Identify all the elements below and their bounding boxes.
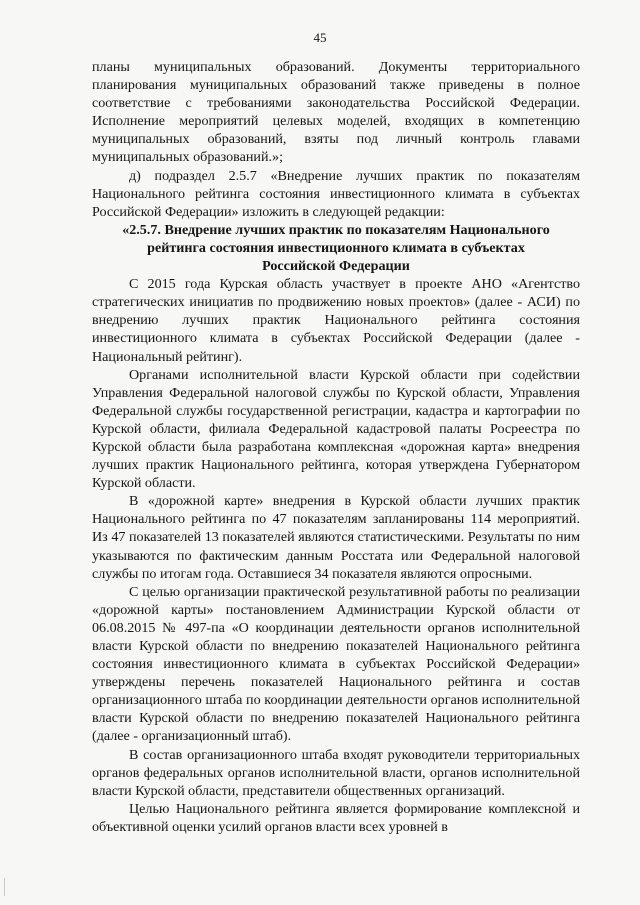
paragraph-staff-composition: В состав организационного штаба входят руководители территориальных органов федеральных органов исполнительной власти, органов исполнительной власти Курской области, представители общественных организаций. <box>92 746 580 799</box>
paragraph-continuation: планы муниципальных образований. Документы территориального планирования муниципальных образований также приведены в полное соответствие с требованиями законодательства Российской Федерации. Исполнение мероприятий целевых моделей, входящих в компетенцию муниципальных образований, взяты под личный контроль главами муниципальных образований.»; <box>92 59 580 166</box>
paragraph-rating-goal: Целью Национального рейтинга является формирование комплексной и объективной оценки усилий органов власти всех уровней в <box>92 800 580 835</box>
document-body <box>92 58 580 836</box>
section-heading-line-2: рейтинга состояния инвестиционного климата в субъектах <box>147 239 525 256</box>
section-heading-2-5-7 <box>92 221 580 275</box>
paragraph-amendment-d: д) подраздел 2.5.7 «Внедрение лучших практик по показателям Национального рейтинга состояния инвестиционного климата в субъектах Российской Федерации» изложить в следующей редакции: <box>92 167 580 220</box>
scan-edge-mark <box>4 878 5 896</box>
section-heading-line-1: «2.5.7. Внедрение лучших практик по показателям Национального <box>122 221 550 238</box>
paragraph-indicators: В «дорожной карте» внедрения в Курской области лучших практик Национального рейтинга по 47 показателям запланированы 114 мероприятий. Из 47 показателей 13 показателей являются статистическими. Результаты по ним указываются по фактическим данным Росстата или Федеральной налоговой службы по итогам года. Оставшиеся 34 показателя являются опросными. <box>92 493 580 582</box>
paragraph-asi-project: С 2015 года Курская область участвует в проекте АНО «Агентство стратегических инициатив по продвижению новых проектов» (далее - АСИ) по внедрению лучших практик Национального рейтинга состояния инвестиционного климата в субъектах Российской Федерации (далее - Национальный рейтинг). <box>92 276 580 365</box>
page-number: 45 <box>313 30 327 45</box>
section-heading-line-3: Российской Федерации <box>262 258 410 275</box>
paragraph-roadmap: Органами исполнительной власти Курской области при содействии Управления Федеральной налоговой службы по Курской области, Управления Федеральной службы государственной регистрации, кадастра и картографии по Курской области, филиала Федеральной кадастровой палаты Росреестра по Курской области была разработана комплексная «дорожная карта» внедрения лучших практик Национального рейтинга, которая утверждена Губернатором Курской области. <box>92 366 580 492</box>
paragraph-resolution: С целью организации практической результативной работы по реализации «дорожной карты» постановлением Администрации Курской области от 06.08.2015 № 497-па «О координации деятельности органов исполнительной власти Курской области по внедрению показателей Национального рейтинга состояния инвестиционного климата в субъектах Российской Федерации» утверждены перечень показателей Национального рейтинга и состав организационного штаба по координации деятельности органов исполнительной власти Курской области по внедрению показателей Национального рейтинга (далее - организационный штаб). <box>92 583 580 745</box>
